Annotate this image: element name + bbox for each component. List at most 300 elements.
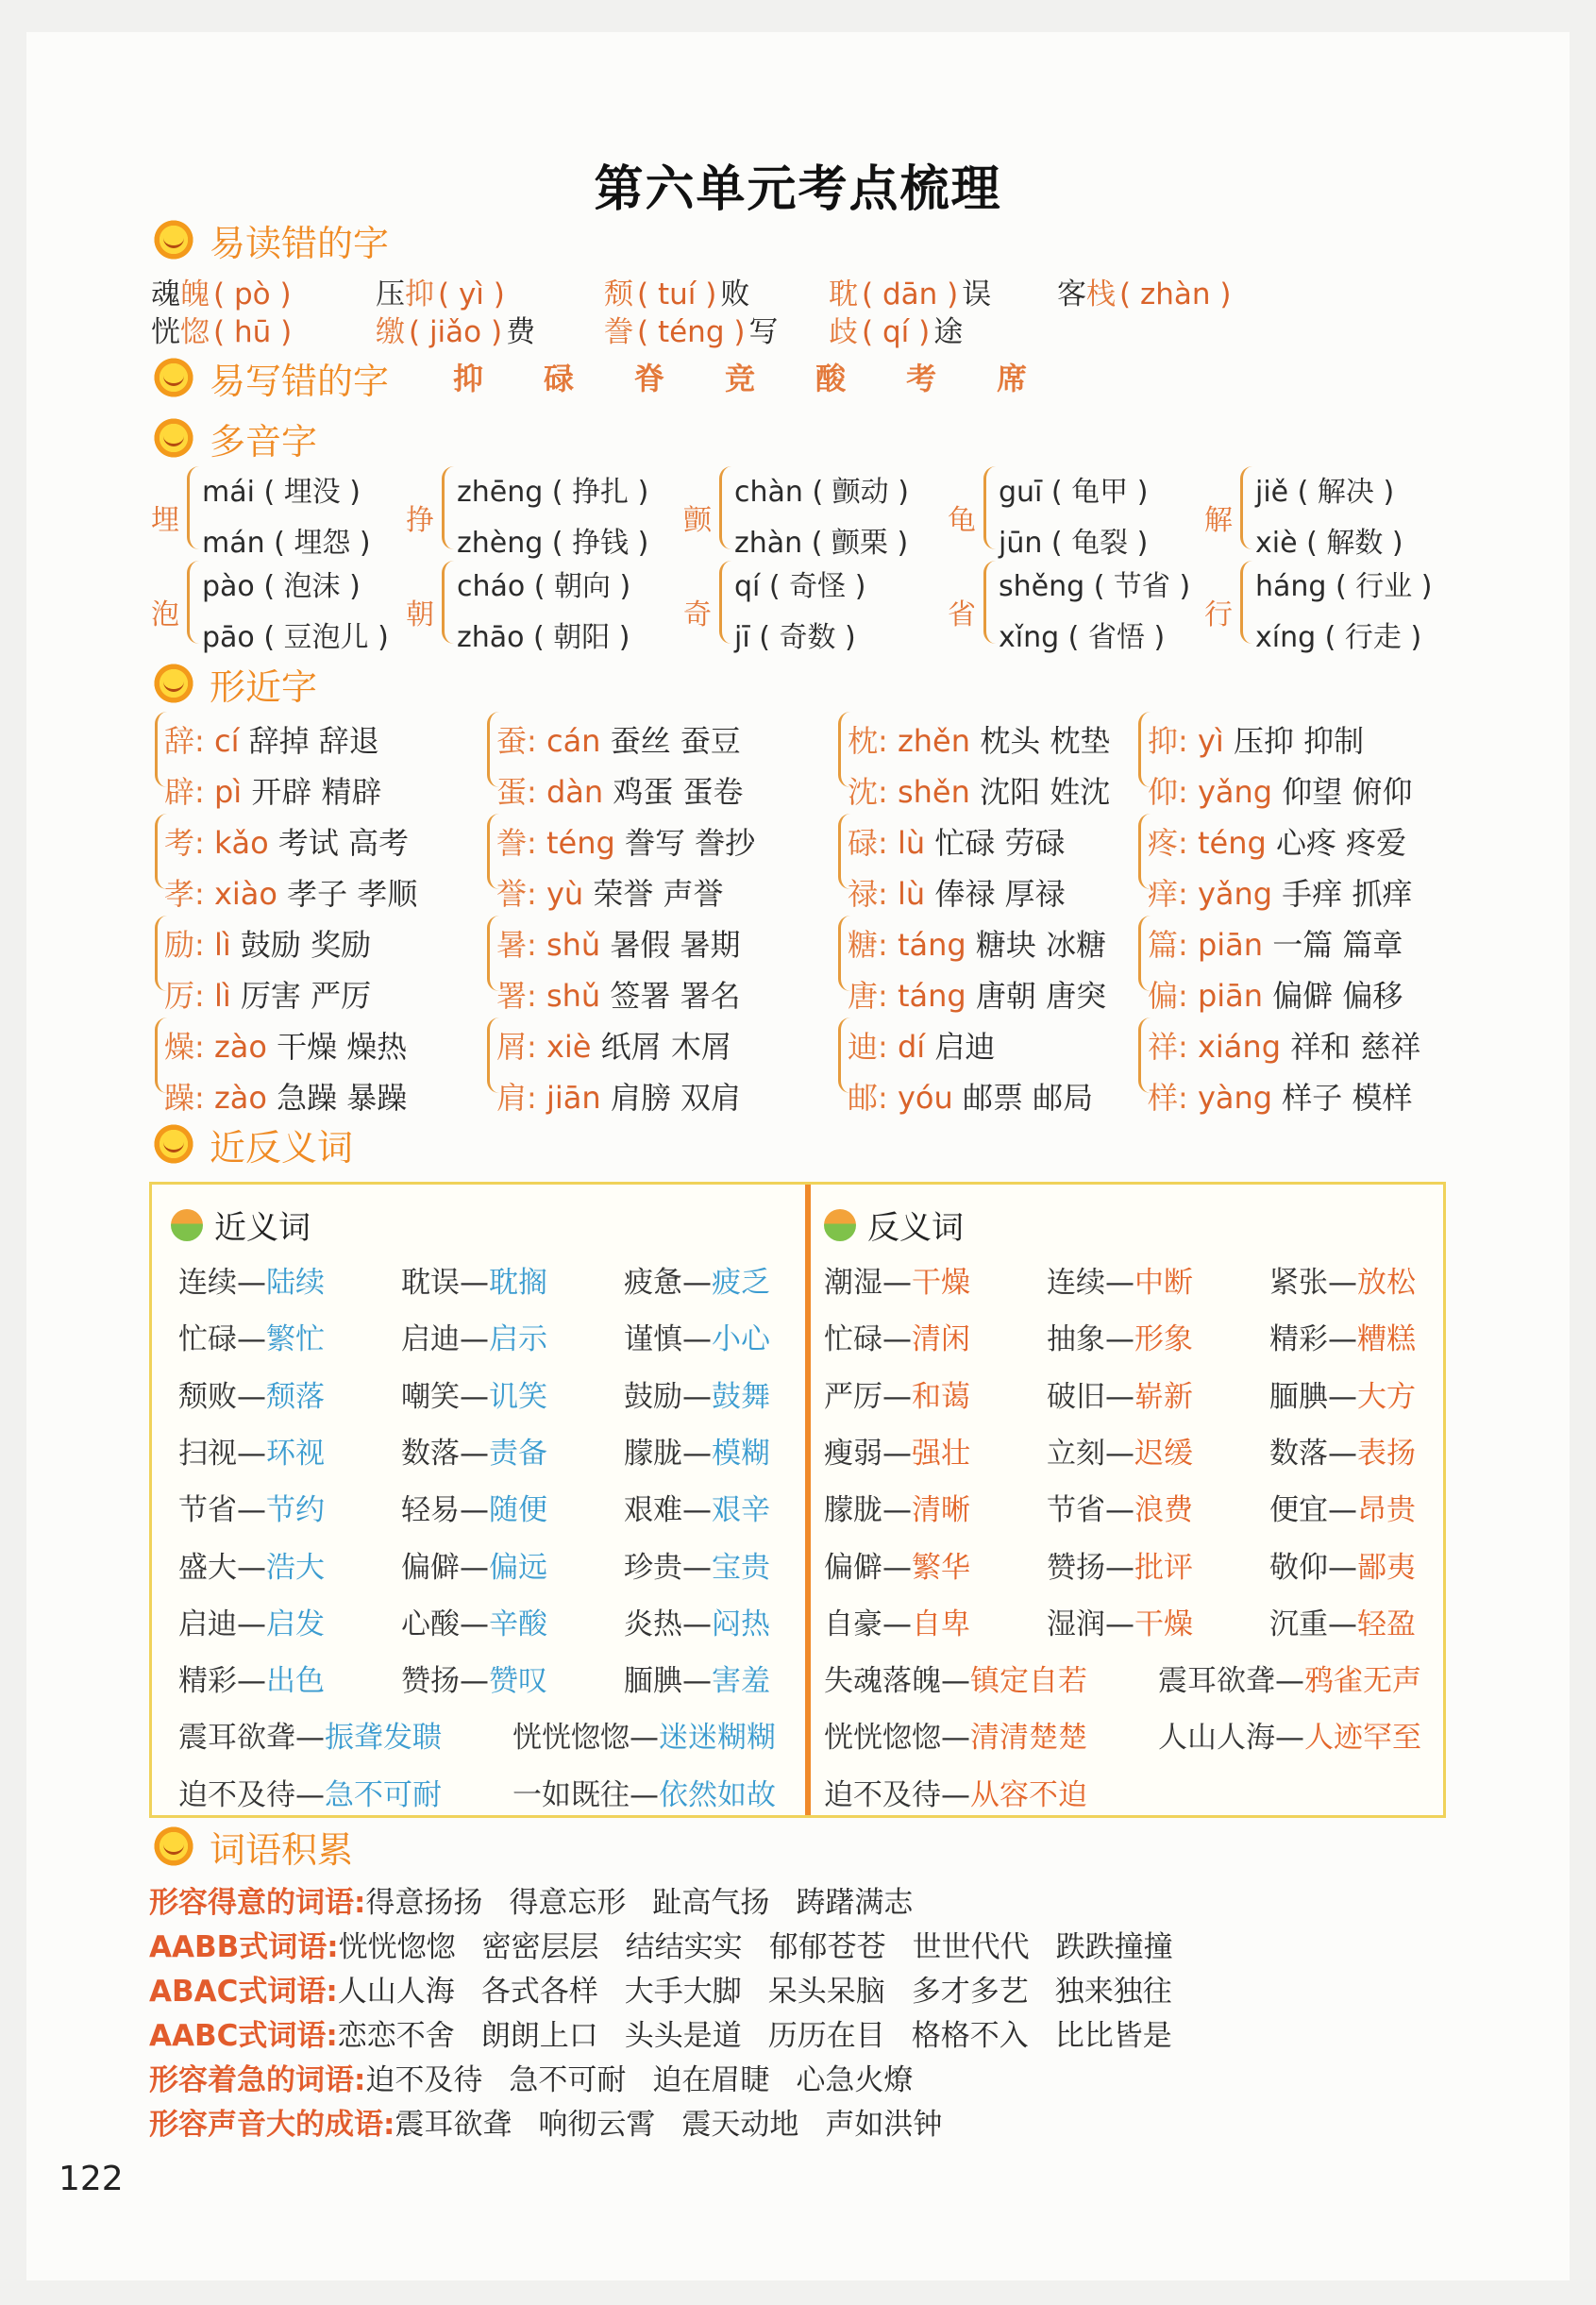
- idiom: 恋恋不舍: [337, 2019, 455, 2053]
- idiom: 结结实实: [625, 1930, 743, 1964]
- paired-word: 崭新: [1134, 1379, 1193, 1414]
- word: 颓败—: [178, 1379, 266, 1414]
- word: 立刻—: [1047, 1436, 1134, 1471]
- polyphone-char: 奇: [683, 598, 712, 631]
- idiom: 震天动地: [681, 2108, 799, 2142]
- similar-entry: [164, 921, 371, 965]
- word: 一如既往—: [512, 1777, 659, 1812]
- word-pair: [624, 1657, 770, 1699]
- paired-word: 鄙夷: [1357, 1550, 1416, 1585]
- similar-pinyin: zào: [204, 1029, 277, 1065]
- similar-words: 辞掉 辞退: [248, 723, 379, 759]
- idiom: 得意忘形: [509, 1886, 627, 1920]
- word-pair: [1047, 1315, 1193, 1357]
- word-pair: [1269, 1543, 1416, 1586]
- brace: [719, 561, 731, 644]
- idiom: 历历在目: [767, 2019, 885, 2053]
- word: 精彩—: [1269, 1322, 1357, 1357]
- paired-word: 形象: [1134, 1322, 1193, 1357]
- dot-icon: [824, 1209, 856, 1241]
- word-pair: [401, 1486, 547, 1528]
- reading-2: zhāo ( 朝阳 ): [457, 621, 630, 654]
- word-pair: [824, 1543, 970, 1586]
- similar-words: 鼓励 奖励: [240, 927, 372, 963]
- word-char: 客: [1057, 278, 1086, 311]
- antonyms-header: [824, 1202, 964, 1248]
- idiom: 恍恍惚惚: [338, 1930, 456, 1964]
- word: 连续—: [178, 1266, 266, 1300]
- word-pair: [1269, 1258, 1416, 1301]
- word-char-hl: 抑: [405, 278, 434, 311]
- section-similar-form: [151, 659, 317, 708]
- word: 迫不及待—: [178, 1777, 325, 1812]
- word-pair: [824, 1600, 970, 1642]
- polyphone-char: 颤: [683, 504, 712, 537]
- paired-word: 鸦雀无声: [1304, 1664, 1421, 1699]
- similar-pinyin: xiè: [536, 1029, 601, 1065]
- section-accumulate: [151, 1822, 353, 1871]
- paired-word: 干燥: [912, 1266, 970, 1300]
- similar-pinyin: yù: [536, 876, 594, 912]
- brace: [1240, 466, 1252, 549]
- paired-word: 批评: [1134, 1550, 1193, 1585]
- idiom: 得意扬扬: [365, 1886, 483, 1920]
- similar-pinyin: dàn: [536, 774, 613, 810]
- similar-words: 启迪: [934, 1029, 996, 1065]
- similar-char: 蛋:: [496, 774, 537, 810]
- brace: [719, 466, 731, 549]
- idiom: 心急火燎: [796, 2063, 914, 2097]
- similar-char: 仰:: [1148, 774, 1188, 810]
- word: 瘦弱—: [824, 1436, 912, 1471]
- reading-1: háng ( 行业 ): [1255, 570, 1433, 603]
- similar-char: 篇:: [1148, 927, 1188, 963]
- similar-char: 考:: [164, 825, 205, 861]
- paired-word: 宝贵: [712, 1550, 770, 1585]
- word-pair: [1047, 1543, 1193, 1586]
- similar-char: 燥:: [164, 1029, 205, 1065]
- accumulation-row: [149, 2056, 939, 2098]
- similar-pinyin: shǔ: [536, 978, 611, 1014]
- section-title: 易读错的字: [210, 222, 390, 264]
- similar-entry: [1148, 768, 1412, 812]
- word-pair: [401, 1258, 547, 1301]
- word: 节省—: [1047, 1493, 1134, 1528]
- paired-word: 鼓舞: [712, 1379, 770, 1414]
- accumulation-label: AABB式词语:: [149, 1930, 339, 1964]
- reading-1: pào ( 泡沫 ): [202, 570, 361, 603]
- paired-word: 人迹罕至: [1304, 1721, 1421, 1756]
- similar-entry: [164, 717, 379, 761]
- word-char: 恍: [151, 315, 180, 349]
- paired-word: 繁华: [912, 1550, 970, 1585]
- word-pair: [178, 1713, 442, 1756]
- word-pair: [1269, 1315, 1416, 1357]
- reading-2: jūn ( 龟裂 ): [999, 527, 1149, 560]
- word: 忙碌—: [178, 1322, 266, 1357]
- similar-entry: [496, 921, 741, 965]
- accumulation-label: ABAC式词语:: [149, 1975, 338, 2009]
- idiom: 各式各样: [480, 1975, 598, 2009]
- word-pair: [178, 1486, 325, 1528]
- word: 朦胧—: [824, 1493, 912, 1528]
- paired-word: 疲乏: [712, 1266, 770, 1300]
- similar-char: 祥:: [1148, 1029, 1188, 1065]
- reading-1: mái ( 埋没 ): [202, 476, 361, 509]
- word: 数落—: [401, 1436, 489, 1471]
- similar-pinyin: cí: [204, 723, 249, 759]
- word-pair: [824, 1713, 1087, 1756]
- word: 疲惫—: [624, 1266, 712, 1300]
- idiom: 世世代代: [912, 1930, 1030, 1964]
- reading-1: qí ( 奇怪 ): [734, 570, 866, 603]
- polyphone-char: 朝: [406, 598, 434, 631]
- word: 嘲笑—: [401, 1379, 489, 1414]
- similar-pinyin: pì: [204, 774, 252, 810]
- section-easy-read: [151, 215, 389, 264]
- easy-read-item: [604, 270, 749, 312]
- word-pair: [1047, 1372, 1193, 1415]
- word: 艰难—: [624, 1493, 712, 1528]
- word-pair: [512, 1771, 776, 1813]
- word-pair: [401, 1315, 547, 1357]
- similar-words: 糖块 冰糖: [975, 927, 1107, 963]
- pinyin: ( dān ): [862, 278, 959, 311]
- paired-word: 颓落: [266, 1379, 325, 1414]
- similar-words: 荣誉 声誉: [593, 876, 724, 912]
- paired-word: 责备: [489, 1436, 547, 1471]
- section-title: 多音字: [210, 420, 318, 463]
- word: 盛大—: [178, 1550, 266, 1585]
- paired-word: 振聋发聩: [325, 1721, 442, 1756]
- page-number: 122: [59, 2160, 124, 2198]
- similar-words: 唐朝 唐突: [975, 978, 1107, 1014]
- similar-pinyin: táng: [887, 927, 976, 963]
- word: 人山人海—: [1158, 1721, 1304, 1756]
- word-char: 颓: [604, 278, 633, 311]
- similar-entry: [164, 1023, 407, 1067]
- similar-entry: [496, 972, 741, 1016]
- similar-words: 厉害 严厉: [240, 978, 372, 1014]
- hard-char: 席: [997, 361, 1028, 396]
- similar-entry: [496, 717, 741, 761]
- hard-char: 脊: [634, 361, 665, 396]
- reading-2: pāo ( 豆泡儿 ): [202, 621, 389, 654]
- similar-words: 一篇 篇章: [1272, 927, 1403, 963]
- similar-words: 考试 高考: [277, 825, 410, 861]
- similar-char: 辟:: [164, 774, 205, 810]
- reading-2: zhèng ( 挣钱 ): [457, 527, 649, 560]
- idiom: 郁郁苍苍: [768, 1930, 886, 1964]
- word: 偏僻—: [824, 1550, 912, 1585]
- reading-2: mán ( 埋怨 ): [202, 527, 371, 560]
- word: 连续—: [1047, 1266, 1134, 1300]
- similar-pinyin: lù: [887, 825, 935, 861]
- pinyin: ( hū ): [213, 315, 293, 349]
- paired-word: 启发: [266, 1607, 325, 1641]
- word-char: 败: [720, 278, 750, 311]
- paired-word: 辛酸: [489, 1607, 547, 1641]
- similar-char: 励:: [164, 927, 205, 963]
- similar-char: 暑:: [496, 927, 537, 963]
- similar-words: 誊写 誊抄: [624, 825, 756, 861]
- polyphone-char: 解: [1204, 504, 1233, 537]
- paired-word: 清闲: [912, 1322, 970, 1357]
- word: 扫视—: [178, 1436, 266, 1471]
- word-pair: [178, 1657, 325, 1699]
- paired-word: 轻盈: [1357, 1607, 1416, 1641]
- accumulation-row: [149, 2100, 968, 2143]
- similar-pinyin: táng: [887, 978, 976, 1014]
- polyphone-char: 埋: [151, 504, 179, 537]
- word: 恍恍惚惚—: [824, 1721, 970, 1756]
- word-char: 费: [506, 315, 536, 349]
- hard-char: 竞: [725, 361, 756, 396]
- synonyms-header: [171, 1202, 311, 1248]
- word-char-hl: 惚: [180, 315, 210, 349]
- similar-words: 鸡蛋 蛋卷: [613, 774, 744, 810]
- similar-pinyin: yǎng: [1187, 876, 1283, 912]
- similar-entry: [848, 1023, 995, 1067]
- paired-word: 从容不迫: [970, 1777, 1087, 1812]
- idiom: 声如洪钟: [825, 2108, 943, 2142]
- easy-read-item: [829, 270, 991, 312]
- section-polyphone: [151, 413, 317, 463]
- similar-char: 孝:: [164, 876, 205, 912]
- reading-1: chàn ( 颤动 ): [734, 476, 909, 509]
- word-pair: [1158, 1713, 1421, 1756]
- similar-pinyin: jiān: [536, 1080, 611, 1116]
- similar-char: 疼:: [1148, 825, 1188, 861]
- similar-pinyin: yì: [1187, 723, 1234, 759]
- reading-1: shěng ( 节省 ): [999, 570, 1191, 603]
- similar-entry: [848, 870, 1066, 914]
- idiom: 多才多艺: [911, 1975, 1029, 2009]
- reading-2: xiè ( 解数 ): [1255, 527, 1403, 560]
- similar-words: 心疼 疼爱: [1275, 825, 1407, 861]
- similar-entry: [1148, 717, 1364, 761]
- word: 朦胧—: [624, 1436, 712, 1471]
- similar-words: 暑假 暑期: [610, 927, 741, 963]
- similar-entry: [164, 768, 382, 812]
- word-pair: [401, 1429, 547, 1472]
- word-pair: [178, 1429, 325, 1472]
- paired-word: 浪费: [1134, 1493, 1193, 1528]
- word-pair: [624, 1315, 770, 1357]
- similar-pinyin: téng: [536, 825, 625, 861]
- word: 自豪—: [824, 1607, 912, 1641]
- similar-char: 迪:: [848, 1029, 888, 1065]
- similar-entry: [496, 819, 755, 863]
- word: 湿润—: [1047, 1607, 1134, 1641]
- similar-char: 糖:: [848, 927, 888, 963]
- accumulation-row: [149, 2011, 1199, 2054]
- paired-word: 赞叹: [489, 1664, 547, 1699]
- easy-read-item: [151, 270, 292, 312]
- similar-entry: [1148, 1074, 1412, 1118]
- reading-1: jiě ( 解决 ): [1255, 476, 1395, 509]
- word-pair: [178, 1771, 442, 1813]
- similar-pinyin: zào: [204, 1080, 277, 1116]
- similar-words: 祥和 慈祥: [1290, 1029, 1421, 1065]
- paired-word: 迟缓: [1134, 1436, 1193, 1471]
- word: 迫不及待—: [824, 1777, 970, 1812]
- word: 启迪—: [178, 1607, 266, 1641]
- idiom: 踌躇满志: [796, 1886, 914, 1920]
- similar-entry: [496, 768, 744, 812]
- similar-char: 偏:: [1148, 978, 1188, 1014]
- paired-word: 依然如故: [659, 1777, 776, 1812]
- reading-1: zhēng ( 挣扎 ): [457, 476, 649, 509]
- similar-entry: [164, 972, 371, 1016]
- word: 沉重—: [1269, 1607, 1357, 1641]
- similar-pinyin: piān: [1187, 927, 1273, 963]
- word-pair: [178, 1258, 325, 1301]
- similar-pinyin: yóu: [887, 1080, 963, 1116]
- word: 启迪—: [401, 1322, 489, 1357]
- similar-words: 签署 署名: [610, 978, 741, 1014]
- word-pair: [1047, 1429, 1193, 1472]
- accumulation-label: AABC式词语:: [149, 2019, 338, 2053]
- paired-word: 镇定自若: [970, 1664, 1087, 1699]
- word-char: 途: [933, 315, 964, 349]
- section-title: 词语积累: [210, 1828, 354, 1871]
- similar-char: 碌:: [848, 825, 888, 861]
- paired-word: 和蔼: [912, 1379, 970, 1414]
- word-pair: [824, 1657, 1087, 1699]
- easy-read-item: [376, 308, 535, 350]
- word-pair: [824, 1429, 970, 1472]
- paired-word: 繁忙: [266, 1322, 325, 1357]
- similar-entry: [1148, 819, 1406, 863]
- similar-char: 署:: [496, 978, 537, 1014]
- paired-word: 浩大: [266, 1550, 325, 1585]
- hard-char: 抑: [453, 361, 484, 396]
- similar-entry: [1148, 921, 1403, 965]
- similar-words: 手痒 抓痒: [1282, 876, 1413, 912]
- paired-word: 表扬: [1357, 1436, 1416, 1471]
- similar-entry: [496, 870, 724, 914]
- similar-words: 肩膀 双肩: [610, 1080, 741, 1116]
- similar-entry: [848, 819, 1066, 863]
- paired-word: 中断: [1134, 1266, 1193, 1300]
- word-pair: [178, 1315, 325, 1357]
- similar-char: 禄:: [848, 876, 888, 912]
- similar-words: 压抑 抑制: [1233, 723, 1365, 759]
- word-pair: [824, 1315, 970, 1357]
- easy-read-item: [1057, 270, 1231, 312]
- idiom: 人山人海: [337, 1975, 455, 2009]
- section-title: 形近字: [210, 665, 318, 708]
- hard-char: 考: [906, 361, 937, 396]
- brace: [983, 561, 996, 644]
- word: 腼腆—: [1269, 1379, 1357, 1414]
- similar-char: 肩:: [496, 1080, 537, 1116]
- word-char: 歧: [829, 315, 858, 349]
- word: 节省—: [178, 1493, 266, 1528]
- similar-char: 辞:: [164, 723, 205, 759]
- idiom: 急不可耐: [509, 2063, 627, 2097]
- similar-words: 俸禄 厚禄: [934, 876, 1066, 912]
- syn-ant-box: [149, 1182, 1446, 1818]
- brace: [983, 466, 996, 549]
- word: 震耳欲聋—: [178, 1721, 325, 1756]
- polyphone-char: 省: [948, 598, 976, 631]
- similar-entry: [848, 717, 1110, 761]
- reading-1: guī ( 龟甲 ): [999, 476, 1149, 509]
- polyphone-char: 行: [1204, 598, 1233, 631]
- idiom: 大手大脚: [624, 1975, 742, 2009]
- similar-char: 沈:: [848, 774, 888, 810]
- paired-word: 清清楚楚: [970, 1721, 1087, 1756]
- hard-char: 酸: [815, 361, 847, 396]
- brace: [187, 466, 199, 549]
- paired-word: 干燥: [1134, 1607, 1193, 1641]
- accumulation-row: [149, 1878, 939, 1921]
- paired-word: 糟糕: [1357, 1322, 1416, 1357]
- paired-word: 小心: [712, 1322, 770, 1357]
- word: 恍恍惚惚—: [512, 1721, 659, 1756]
- word-pair: [1269, 1486, 1416, 1528]
- idiom: 头头是道: [624, 2019, 742, 2053]
- synonyms-title: 近义词: [214, 1209, 311, 1247]
- box-divider: [805, 1185, 811, 1815]
- pinyin: ( tuí ): [637, 278, 717, 311]
- pinyin: ( yì ): [438, 278, 505, 311]
- similar-pinyin: dí: [887, 1029, 935, 1065]
- word-char: 耽: [829, 278, 858, 311]
- similar-words: 忙碌 劳碌: [934, 825, 1066, 861]
- similar-char: 躁:: [164, 1080, 205, 1116]
- word-pair: [1047, 1600, 1193, 1642]
- word-char-hl: 魄: [180, 278, 210, 311]
- idiom: 比比皆是: [1054, 2019, 1172, 2053]
- similar-char: 邮:: [848, 1080, 888, 1116]
- similar-entry: [496, 1023, 731, 1067]
- accumulation-label: 形容声音大的成语:: [149, 2108, 395, 2142]
- section-easy-write: [151, 353, 389, 402]
- word-pair: [178, 1600, 325, 1642]
- brace: [1240, 561, 1252, 644]
- word: 敬仰—: [1269, 1550, 1357, 1585]
- word-pair: [824, 1771, 1087, 1813]
- word: 耽误—: [401, 1266, 489, 1300]
- idiom: 迫在眉睫: [652, 2063, 770, 2097]
- paired-word: 闷热: [712, 1607, 770, 1641]
- reading-2: zhàn ( 颤栗 ): [734, 527, 909, 560]
- word: 精彩—: [178, 1664, 266, 1699]
- similar-pinyin: piān: [1187, 978, 1273, 1014]
- hard-char: 碌: [544, 361, 575, 396]
- word: 珍贵—: [624, 1550, 712, 1585]
- similar-char: 誉:: [496, 876, 537, 912]
- similar-pinyin: xiào: [204, 876, 288, 912]
- paired-word: 放松: [1357, 1266, 1416, 1300]
- similar-entry: [848, 768, 1110, 812]
- word-pair: [401, 1600, 547, 1642]
- word-pair: [401, 1372, 547, 1415]
- word-pair: [624, 1429, 770, 1472]
- similar-words: 邮票 邮局: [962, 1080, 1094, 1116]
- word: 忙碌—: [824, 1322, 912, 1357]
- polyphone-char: 泡: [151, 598, 179, 631]
- word-pair: [824, 1372, 970, 1415]
- similar-char: 誊:: [496, 825, 537, 861]
- reading-2: xǐng ( 省悟 ): [999, 621, 1166, 654]
- easy-write-list: [453, 355, 1087, 398]
- word-char: 写: [748, 315, 779, 349]
- similar-entry: [496, 1074, 741, 1118]
